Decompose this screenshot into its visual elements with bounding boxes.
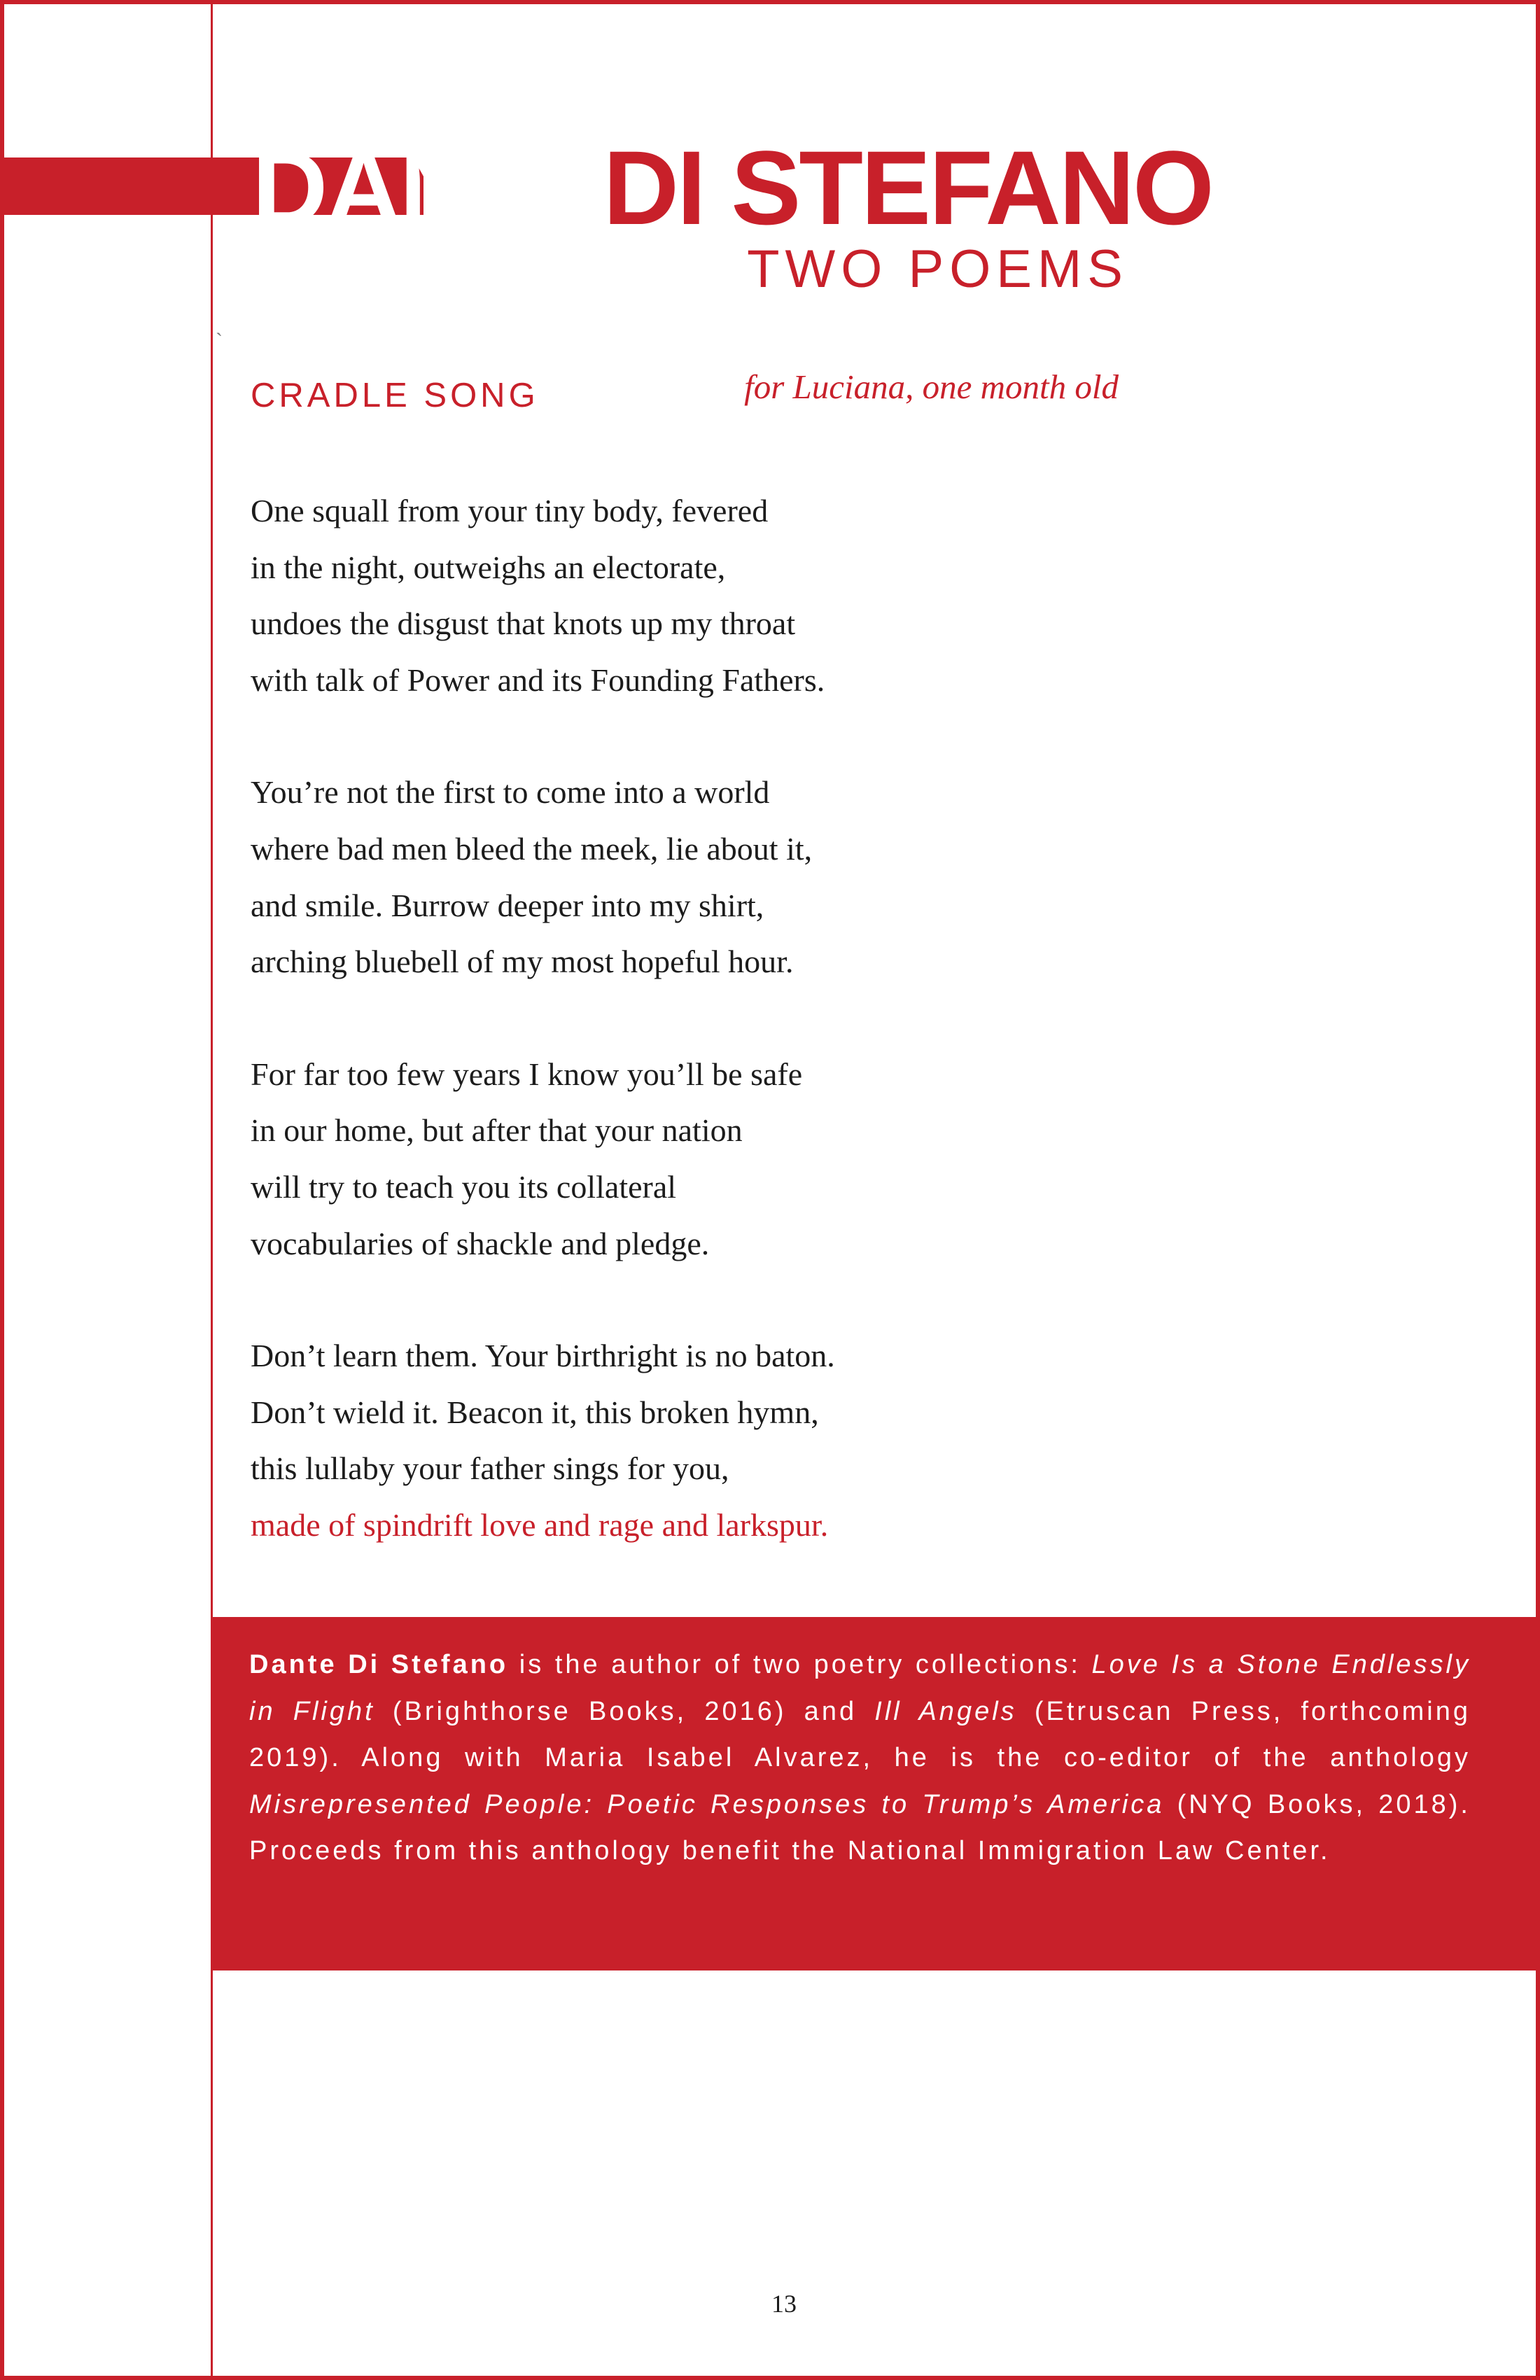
poem-line: and smile. Burrow deeper into my shirt, bbox=[251, 887, 764, 923]
stanza bbox=[251, 483, 1021, 708]
poem-line: One squall from your tiny body, fevered bbox=[251, 493, 769, 528]
bio-text: (Etruscan Press, forthcoming 2019). Along with Maria Isabel Alvarez, he is the co-editor of the anthology bbox=[249, 1696, 1471, 1772]
poem-line: arching bluebell of my most hopeful hour. bbox=[251, 944, 794, 980]
poem-dedication: for Luciana, one month old bbox=[744, 368, 1119, 406]
poem-line: with talk of Power and its Founding Fathers. bbox=[251, 662, 825, 698]
poem-line: Don’t wield it. Beacon it, this broken hymn, bbox=[251, 1394, 819, 1430]
author-first-name: DANTE bbox=[252, 129, 603, 246]
poem-title: CRADLE SONG bbox=[251, 377, 539, 414]
bio-author-name: Dante Di Stefano bbox=[249, 1650, 509, 1679]
author-name bbox=[252, 129, 1212, 246]
author-bio-box bbox=[213, 1617, 1536, 1970]
bio-text: is the author of two poetry collections: bbox=[508, 1650, 1092, 1679]
poem-line: For far too few years I know you’ll be safe bbox=[251, 1056, 803, 1092]
poem-line: where bad men bleed the meek, lie about it, bbox=[251, 830, 813, 867]
poem-line: in our home, but after that your nation bbox=[251, 1112, 743, 1149]
poem-line: Don’t learn them. Your birthright is no baton. bbox=[251, 1338, 835, 1374]
poem-line: You’re not the first to come into a world bbox=[251, 774, 770, 811]
stanza bbox=[251, 1046, 1021, 1272]
poem-line: will try to teach you its collateral bbox=[251, 1168, 677, 1205]
stray-tick-mark: ` bbox=[216, 329, 223, 352]
section-subtitle: TWO POEMS bbox=[747, 239, 1128, 299]
poem-closing-line: made of spindrift love and rage and larkspur. bbox=[251, 1506, 829, 1543]
poem-body bbox=[251, 483, 1021, 1610]
poem-line: vocabularies of shackle and pledge. bbox=[251, 1225, 710, 1261]
author-bio bbox=[249, 1642, 1471, 1875]
page-number: 13 bbox=[771, 2290, 797, 2318]
poem-line: undoes the disgust that knots up my throat bbox=[251, 606, 796, 642]
author-last-name: DI STEFANO bbox=[603, 129, 1212, 246]
poem-line: this lullaby your father sings for you, bbox=[251, 1450, 729, 1487]
margin-rule bbox=[211, 0, 213, 2380]
bio-book-title: Ill Angels bbox=[874, 1696, 1017, 1726]
bio-book-title: Misrepresented People: Poetic Responses to Trump’s America bbox=[249, 1789, 1165, 1819]
stanza bbox=[251, 1328, 1021, 1553]
bio-text: (Brighthorse Books, 2016) and bbox=[374, 1696, 875, 1726]
bio-book-title: Love Is a Stone Endlessly in Flight bbox=[249, 1650, 1471, 1726]
poem-line: in the night, outweighs an electorate, bbox=[251, 549, 726, 585]
bio-text: (NYQ Books, 2018). Proceeds from this anthology benefit the National Immigration Law Center. bbox=[249, 1789, 1471, 1865]
stanza bbox=[251, 764, 1021, 990]
